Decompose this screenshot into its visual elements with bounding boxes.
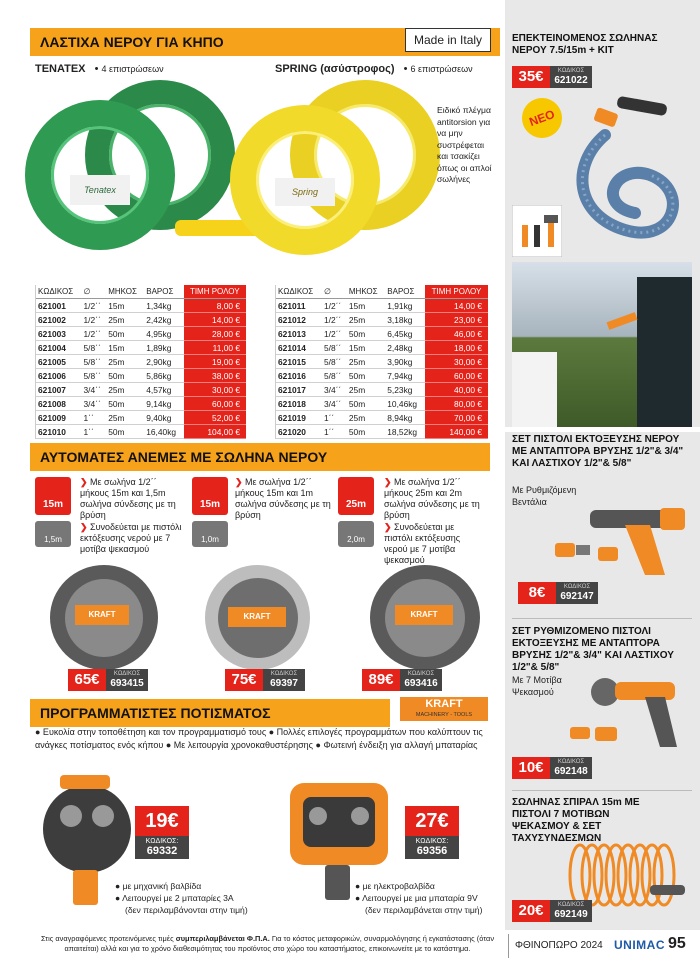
price: 89€ <box>362 669 400 691</box>
price: 10€ <box>512 757 550 779</box>
spec-cell: 15m <box>106 341 144 355</box>
product-code-cell: 621016 <box>276 369 322 383</box>
product-code-cell: 621009 <box>36 411 82 425</box>
reel-desc: ❯ Συνοδεύεται με πιστόλι εκτόξευσης νερού με 7 μοτίβα ψεκασμού <box>384 522 461 565</box>
hose-length-badge: 15m <box>192 477 228 515</box>
timer-price-tag <box>405 806 459 859</box>
code-label: ΚΩΔΙΚΟΣ <box>557 759 585 765</box>
reel-price-tag <box>362 669 442 691</box>
spec-cell: 25m <box>106 313 144 327</box>
price-cell: 11,00 € <box>184 341 246 355</box>
spec-cell: 25m <box>347 411 385 425</box>
spec-cell: 5/8΄΄ <box>82 355 107 369</box>
spec-cell: 5,86kg <box>144 369 183 383</box>
timer-spec: ● με ηλεκτροβαλβίδα <box>355 881 435 891</box>
col-header: ∅ <box>322 285 347 299</box>
price-cell: 40,00 € <box>425 383 488 397</box>
timer-spec-list <box>355 880 482 916</box>
product-code-cell: 621008 <box>36 397 82 411</box>
product-code: 69332 <box>146 845 178 857</box>
price: 8€ <box>518 582 556 604</box>
table-row <box>276 341 488 355</box>
price-cell: 19,00 € <box>184 355 246 369</box>
table-row <box>276 327 488 341</box>
spec-cell: 3/4΄΄ <box>322 397 347 411</box>
reel-price-tag <box>225 669 305 691</box>
timer-spec-text: (δεν περιλαμβάνονται στην τιμή) <box>125 905 248 915</box>
reel-desc-line: Με σωλήνα 1/2΄΄ μήκους 15m και 1m σωλήνα σύνδεσης με τη βρύση <box>235 477 331 520</box>
section-banner-hoses: ΛΑΣΤΙΧΑ ΝΕΡΟΥ ΓΙΑ ΚΗΠΟ <box>30 28 500 56</box>
section-banner-reels: ΑΥΤΟΜΑΤΕΣ ΑΝΕΜΕΣ ΜΕ ΣΩΛΗΝΑ ΝΕΡΟΥ <box>30 443 490 471</box>
reel-desc: ❯ Με σωλήνα 1/2΄΄ μήκους 15m και 1m σωλήνα σύνδεσης με τη βρύση <box>235 477 331 520</box>
price-cell: 8,00 € <box>184 299 246 313</box>
price-cell: 23,00 € <box>425 313 488 327</box>
tenatex-heading <box>35 63 164 75</box>
spec-cell: 3/4΄΄ <box>82 397 107 411</box>
product-code: 692148 <box>554 766 588 777</box>
product-code: 69356 <box>416 845 448 857</box>
connector-length-badge: 1,5m <box>35 521 71 547</box>
price: 20€ <box>512 900 550 922</box>
footer-note <box>30 934 505 954</box>
spec-cell: 50m <box>106 369 144 383</box>
product-code-cell: 621015 <box>276 355 322 369</box>
timer-spec-text: με ηλεκτροβαλβίδα <box>362 881 435 891</box>
col-header: ΒΑΡΟΣ <box>385 285 425 299</box>
col-header: ΜΗΚΟΣ <box>106 285 144 299</box>
spec-cell: 5,23kg <box>385 383 425 397</box>
reel-brand-label: KRAFT <box>395 605 453 625</box>
code-label: ΚΩΔΙΚΟΣ: <box>415 838 449 845</box>
code-label: ΚΩΔΙΚΟΣ <box>557 902 585 908</box>
spec-cell: 8,94kg <box>385 411 425 425</box>
timer-spec-text: Λειτουργεί με 2 μπαταρίες 3A <box>122 893 234 903</box>
spec-cell: 50m <box>347 397 385 411</box>
garden-photo <box>512 262 692 427</box>
spec-cell: 50m <box>106 327 144 341</box>
sidebar-item-subtitle: Με Ρυθμιζόμενη Βεντάλια <box>512 485 577 507</box>
new-badge: ΝΕΟ <box>516 92 567 143</box>
table-row <box>276 355 488 369</box>
product-code: 69397 <box>270 678 298 689</box>
price: 35€ <box>512 66 550 88</box>
logo-brand: KRAFT <box>425 698 463 710</box>
product-code-cell: 621002 <box>36 313 82 327</box>
hose-length-badge: 15m <box>35 477 71 515</box>
price-cell: 80,00 € <box>425 397 488 411</box>
product-code: 621022 <box>554 75 588 86</box>
spec-cell: 25m <box>347 383 385 397</box>
table-row <box>36 397 246 411</box>
product-code: 692149 <box>554 909 588 920</box>
reel-desc: ❯ Συνοδεύεται με πιστόλι εκτόξευσης νερού με 7 μοτίβα ψεκασμού <box>80 522 182 554</box>
spec-cell: 1,89kg <box>144 341 183 355</box>
table-row <box>36 341 246 355</box>
timer-spec-text: με μηχανική βαλβίδα <box>122 881 202 891</box>
col-header: ΤΙΜΗ ΡΟΛΟΥ <box>184 285 246 299</box>
spec-cell: 3,90kg <box>385 355 425 369</box>
table-row <box>36 411 246 425</box>
spec-cell: 1/2΄΄ <box>82 299 107 313</box>
hose-reel-image <box>345 565 485 673</box>
price: 75€ <box>225 669 263 691</box>
timer-price-tag <box>135 806 189 859</box>
product-code-cell: 621014 <box>276 341 322 355</box>
spec-cell: 2,90kg <box>144 355 183 369</box>
kraft-logo <box>400 697 488 721</box>
reel-brand-label: KRAFT <box>228 607 286 627</box>
product-code-cell: 621003 <box>36 327 82 341</box>
sidebar-price-tag <box>512 900 592 922</box>
spec-cell: 9,40kg <box>144 411 183 425</box>
footer-note-text: Για το κόστος μεταφορικών, συναρμολόγησης ή εγκατάστασης (όταν απαιτείται) αλλά και για το χρόνο διαθεσιμότητας του προϊόντος στο χώρο του καταστήματος, επικοινωνείτε με το κατάστημα. <box>64 934 495 953</box>
price-cell: 46,00 € <box>425 327 488 341</box>
spec-cell: 4,95kg <box>144 327 183 341</box>
logo-subtitle: MACHINERY - TOOLS <box>415 712 473 718</box>
price: 65€ <box>68 669 106 691</box>
table-row <box>36 369 246 383</box>
price-cell: 52,00 € <box>184 411 246 425</box>
price-cell: 60,00 € <box>425 369 488 383</box>
spec-cell: 50m <box>106 425 144 439</box>
sidebar-price-tag <box>518 582 598 604</box>
spring-heading <box>275 63 473 75</box>
timer-spec-list <box>115 880 248 916</box>
product-code-cell: 621005 <box>36 355 82 369</box>
spec-cell: 5/8΄΄ <box>322 369 347 383</box>
made-in-italy-label: Made in Italy <box>405 28 491 52</box>
footer-note-bold: συμπεριλαμβάνεται Φ.Π.Α. <box>175 934 270 943</box>
price: 19€ <box>135 806 189 836</box>
price: 27€ <box>405 806 459 836</box>
page-number: 95 <box>668 935 686 952</box>
spring-table-wrap <box>275 285 488 439</box>
reel-desc-line: Συνοδεύεται με πιστόλι εκτόξευσης νερού με 7 μοτίβα ψεκασμού <box>384 522 461 565</box>
sidebar-item-title: ΣΩΛΗΝΑΣ ΣΠΙΡΑΛ 15m ΜΕ ΠΙΣΤΟΛΙ 7 ΜΟΤΙΒΩΝ ΨΕΚΑΣΜΟΥ & ΣΕΤ ΤΑΧΥΣΥΝΔΕΣΜΩΝ <box>512 797 640 844</box>
spec-cell: 15m <box>106 299 144 313</box>
product-code-cell: 621007 <box>36 383 82 397</box>
spec-cell: 25m <box>347 355 385 369</box>
footer-note-text: Στις αναγραφόμενες προτεινόμενες τιμές <box>40 934 176 943</box>
spec-cell: 5/8΄΄ <box>322 341 347 355</box>
table-row <box>276 411 488 425</box>
product-code-cell: 621004 <box>36 341 82 355</box>
sidebar-item-title: ΕΠΕΚΤΕΙΝΟΜΕΝΟΣ ΣΩΛΗΝΑΣ ΝΕΡΟΥ 7.5/15m + KIT <box>512 33 658 56</box>
spec-cell: 25m <box>106 411 144 425</box>
section-banner-timers: ΠΡΟΓΡΑΜΜΑΤΙΣΤΕΣ ΠΟΤΙΣΜΑΤΟΣ <box>30 699 390 727</box>
table-row <box>36 355 246 369</box>
spec-cell: 25m <box>347 313 385 327</box>
product-code-cell: 621011 <box>276 299 322 313</box>
spec-cell: 15m <box>347 299 385 313</box>
spec-cell: 3/4΄΄ <box>322 383 347 397</box>
product-code-cell: 621010 <box>36 425 82 439</box>
sidebar-item-title: ΣΕΤ ΠΙΣΤΟΛΙ ΕΚΤΟΞΕΥΣΗΣ ΝΕΡΟΥ ΜΕ ΑΝΤΑΠΤΟΡΑ ΒΡΥΣΗΣ 1/2"& 3/4" ΚΑΙ ΛΑΣΤΙΧΟΥ 1/2"& 5/8" <box>512 434 684 469</box>
table-row <box>276 369 488 383</box>
price-cell: 28,00 € <box>184 327 246 341</box>
spec-cell: 7,94kg <box>385 369 425 383</box>
spec-cell: 5/8΄΄ <box>82 341 107 355</box>
spec-cell: 5/8΄΄ <box>82 369 107 383</box>
expandable-hose-image <box>565 95 690 245</box>
table-header-row <box>36 285 246 299</box>
dark-post <box>637 277 692 427</box>
table-row <box>276 313 488 327</box>
bullet-dot: • <box>403 63 408 75</box>
spec-cell: 1,91kg <box>385 299 425 313</box>
spec-cell: 1΄΄ <box>82 425 107 439</box>
col-header: ΒΑΡΟΣ <box>144 285 183 299</box>
spec-cell: 50m <box>347 327 385 341</box>
code-label: ΚΩΔΙΚΟΣ <box>270 671 298 677</box>
spec-cell: 25m <box>106 355 144 369</box>
product-code-cell: 621013 <box>276 327 322 341</box>
reel-brand-label: KRAFT <box>75 605 129 625</box>
hose-reel-image <box>35 565 160 673</box>
sidebar-price-tag <box>512 66 592 88</box>
spec-cell: 3/4΄΄ <box>82 383 107 397</box>
reel-desc-line: Με σωλήνα 1/2΄΄ μήκους 15m και 1,5m σωλήνα σύνδεσης με τη βρύση <box>80 477 176 520</box>
bullet-dot: • <box>94 63 99 75</box>
spray-nozzle <box>607 312 638 330</box>
col-header: ΚΩΔΙΚΟΣ <box>36 285 82 299</box>
product-code: 693416 <box>404 678 438 689</box>
spring-layers: 6 επιστρώσεων <box>410 64 473 74</box>
price-cell: 18,00 € <box>425 341 488 355</box>
product-code-cell: 621001 <box>36 299 82 313</box>
connector-length-badge: 1,0m <box>192 521 228 547</box>
col-header: ΜΗΚΟΣ <box>347 285 385 299</box>
spec-cell: 18,52kg <box>385 425 425 439</box>
spring-qualifier: (ασύστροφος) <box>320 63 395 75</box>
spec-cell: 2,48kg <box>385 341 425 355</box>
footer-brand-logo: UNIMAC <box>614 938 665 952</box>
spec-cell: 1΄΄ <box>322 425 347 439</box>
product-code: 692147 <box>560 591 594 602</box>
spec-cell: 2,42kg <box>144 313 183 327</box>
timer-spec: ● με μηχανική βαλβίδα <box>115 881 202 891</box>
tenatex-name: TENATEX <box>35 63 86 75</box>
price-cell: 104,00 € <box>184 425 246 439</box>
table-row <box>36 313 246 327</box>
footer-season: ΦΘΙΝΟΠΩΡΟ 2024 <box>515 940 603 951</box>
table-row <box>276 397 488 411</box>
tenatex-layers: 4 επιστρώσεων <box>101 64 164 74</box>
timer-spec-text: (δεν περιλαμβάνεται στην τιμή) <box>365 905 483 915</box>
product-code-cell: 621017 <box>276 383 322 397</box>
tenatex-hose-image <box>25 80 265 260</box>
product-code: 693415 <box>110 678 144 689</box>
reel-price-tag <box>68 669 148 691</box>
col-header: ΚΩΔΙΚΟΣ <box>276 285 322 299</box>
spring-name: SPRING <box>275 63 318 75</box>
spec-cell: 50m <box>347 425 385 439</box>
spec-cell: 1/2΄΄ <box>322 313 347 327</box>
reel-desc: ❯ Με σωλήνα 1/2΄΄ μήκους 25m και 2m σωλήνα σύνδεσης με τη βρύση <box>384 477 480 520</box>
sidebar-item-title: ΣΕΤ ΡΥΘΜΙΖΟΜΕΝΟ ΠΙΣΤΟΛΙ ΕΚΤΟΞΕΥΣΗΣ ΜΕ ΑΝΤΑΠΤΟΡΑ ΒΡΥΣΗΣ 1/2"& 3/4" ΚΑΙ ΛΑΣΤΙΧΟΥ 1/2"& 5/8" <box>512 626 674 673</box>
spec-cell: 4,57kg <box>144 383 183 397</box>
spray-gun-kit-image <box>512 205 562 257</box>
price-cell: 14,00 € <box>425 299 488 313</box>
code-label: ΚΩΔΙΚΟΣ <box>563 584 591 590</box>
spec-cell: 25m <box>106 383 144 397</box>
spray-gun-image <box>550 505 695 585</box>
table-header-row <box>276 285 488 299</box>
antitorsion-note: Ειδικό πλέγμα antitorsion για να μην συστρέφεται και τσακίζει όπως οι απλοί σωλήνες <box>437 105 492 184</box>
price-cell: 70,00 € <box>425 411 488 425</box>
code-label: ΚΩΔΙΚΟΣ <box>407 671 435 677</box>
sidebar-item-subtitle: Με 7 Μοτίβα Ψεκασμού <box>512 675 562 697</box>
spring-spec-table <box>276 285 488 439</box>
spring-hose-image <box>230 80 440 260</box>
col-header: ΤΙΜΗ ΡΟΛΟΥ <box>425 285 488 299</box>
reel-desc-line: Συνοδεύεται με πιστόλι εκτόξευσης νερού με 7 μοτίβα ψεκασμού <box>80 522 182 554</box>
spec-cell: 15m <box>347 341 385 355</box>
product-code-cell: 621012 <box>276 313 322 327</box>
spec-cell: 5/8΄΄ <box>322 355 347 369</box>
reel-desc-line: Με σωλήνα 1/2΄΄ μήκους 25m και 2m σωλήνα σύνδεσης με τη βρύση <box>384 477 480 520</box>
product-code-cell: 621020 <box>276 425 322 439</box>
table-row <box>36 425 246 439</box>
table-row <box>276 383 488 397</box>
price-cell: 38,00 € <box>184 369 246 383</box>
price-cell: 14,00 € <box>184 313 246 327</box>
spec-cell: 1/2΄΄ <box>82 313 107 327</box>
spec-cell: 50m <box>106 397 144 411</box>
code-label: ΚΩΔΙΚΟΣ <box>113 671 141 677</box>
tenatex-spec-table <box>36 285 246 439</box>
spec-cell: 9,14kg <box>144 397 183 411</box>
spec-cell: 1/2΄΄ <box>322 327 347 341</box>
adjustable-spray-gun-image <box>565 672 695 757</box>
product-code-cell: 621006 <box>36 369 82 383</box>
product-code-cell: 621018 <box>276 397 322 411</box>
footer-divider <box>508 934 509 958</box>
spec-cell: 1/2΄΄ <box>322 299 347 313</box>
spec-cell: 1,34kg <box>144 299 183 313</box>
table-row <box>36 383 246 397</box>
code-label: ΚΩΔΙΚΟΣ: <box>145 838 179 845</box>
spec-cell: 50m <box>347 369 385 383</box>
table-row <box>36 327 246 341</box>
tenatex-table-wrap <box>35 285 246 439</box>
timer-spec: ● Λειτουργεί με μια μπαταρία 9V <box>355 893 478 903</box>
house-wall <box>512 352 557 427</box>
price-cell: 30,00 € <box>184 383 246 397</box>
spring-label: Spring <box>275 178 335 206</box>
table-row <box>276 299 488 313</box>
connector-length-badge: 2,0m <box>338 521 374 547</box>
timers-features: ● Ευκολία στην τοποθέτηση και τον προγραμματισμό τους ● Πολλές επιλογές προγραμμάτων που καλύπτουν τις ανάγκες ποτίσματος ενός κήπου ● Με λειτουργία χρονοκαθυστέρησης ● Φωτεινή ένδειξη για αλλαγή μπαταρίας <box>35 727 483 750</box>
table-row <box>36 299 246 313</box>
tenatex-label: Tenatex <box>70 175 130 205</box>
table-row <box>276 425 488 439</box>
hose-length-badge: 25m <box>338 477 374 515</box>
sidebar-price-tag <box>512 757 592 779</box>
col-header: ∅ <box>82 285 107 299</box>
price-cell: 140,00 € <box>425 425 488 439</box>
spec-cell: 3,18kg <box>385 313 425 327</box>
price-cell: 60,00 € <box>184 397 246 411</box>
spec-cell: 1΄΄ <box>82 411 107 425</box>
reel-desc: ❯ Με σωλήνα 1/2΄΄ μήκους 15m και 1,5m σωλήνα σύνδεσης με τη βρύση <box>80 477 176 520</box>
product-code-cell: 621019 <box>276 411 322 425</box>
hose-reel-image <box>200 565 310 673</box>
spec-cell: 10,46kg <box>385 397 425 411</box>
spec-cell: 1΄΄ <box>322 411 347 425</box>
code-label: ΚΩΔΙΚΟΣ <box>557 68 585 74</box>
timer-spec-text: Λειτουργεί με μια μπαταρία 9V <box>362 893 478 903</box>
price-cell: 30,00 € <box>425 355 488 369</box>
timer-spec: ● Λειτουργεί με 2 μπαταρίες 3A <box>115 893 234 903</box>
spec-cell: 1/2΄΄ <box>82 327 107 341</box>
spec-cell: 16,40kg <box>144 425 183 439</box>
spec-cell: 6,45kg <box>385 327 425 341</box>
